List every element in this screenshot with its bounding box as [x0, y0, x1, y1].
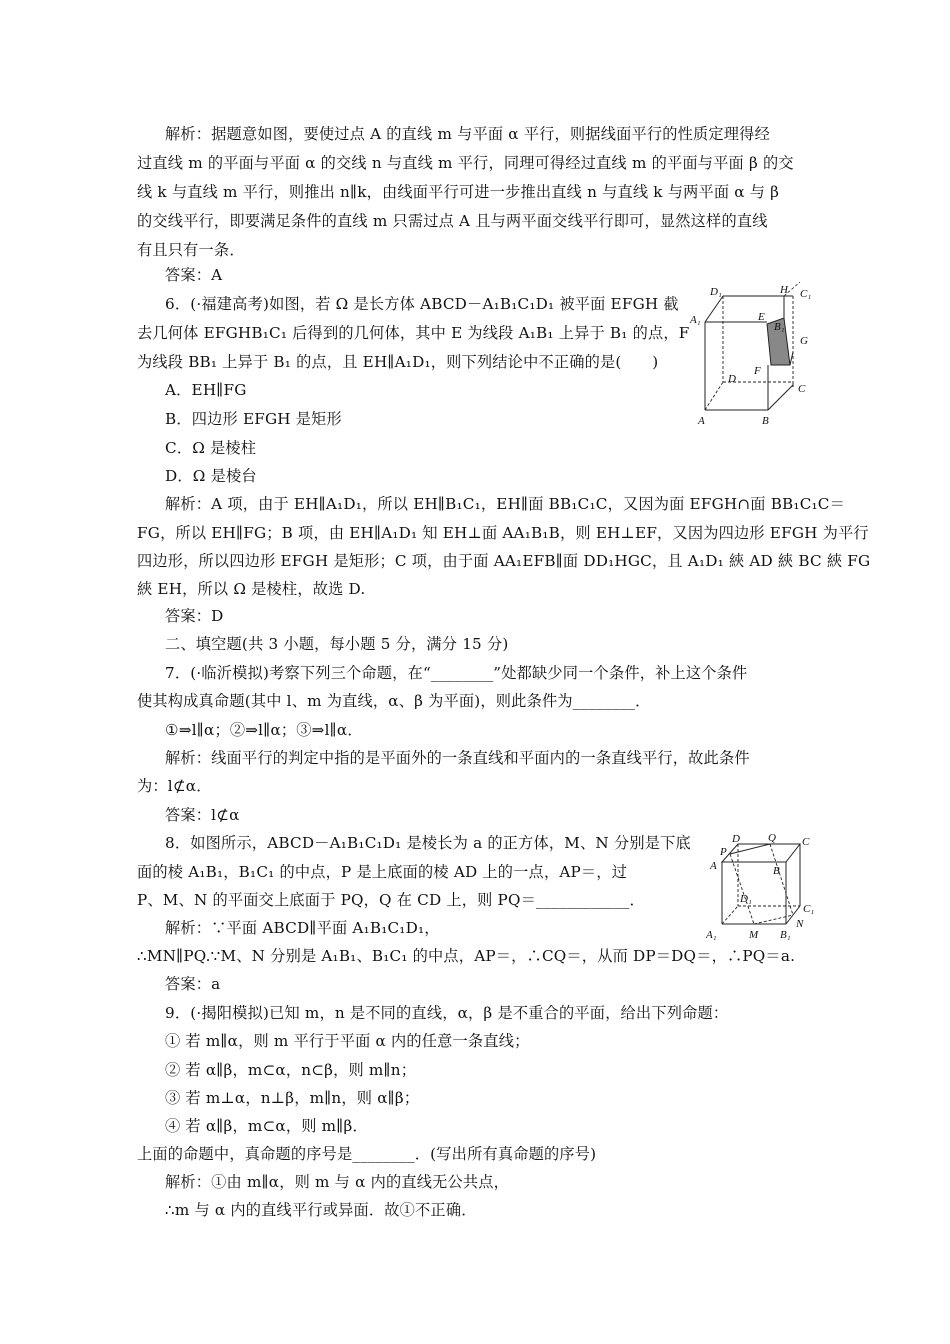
- option-a: A．EH∥FG: [165, 381, 247, 399]
- text-line: 去几何体 EFGHB₁C₁ 后得到的几何体，其中 E 为线段 A₁B₁ 上异于 B₁ 的点，F: [137, 324, 690, 342]
- section-heading: 二、填空题(共 3 小题，每小题 5 分，满分 15 分): [165, 635, 509, 653]
- vertex-label: D: [728, 373, 736, 385]
- text-line: 綊 EH，所以 Ω 是棱柱，故选 D.: [137, 580, 366, 598]
- vertex-label: C₁: [803, 903, 815, 915]
- text-line: ∴m 与 α 内的直线平行或异面．故①不正确．: [165, 1201, 477, 1219]
- text-line: ①⇒l∥α；②⇒l∥α；③⇒l∥α．: [165, 721, 363, 739]
- vertex-label: A: [710, 860, 717, 872]
- vertex-label: P: [720, 846, 727, 858]
- text-line: ① 若 m∥α，则 m 平行于平面 α 内的任意一条直线；: [165, 1032, 530, 1050]
- text-line: 解析：①由 m∥α，则 m 与 α 内的直线无公共点，: [165, 1173, 510, 1191]
- text-line: ④ 若 α∥β，m⊂α，则 m∥β．: [165, 1117, 368, 1135]
- vertex-label: Q: [768, 832, 776, 844]
- text-line: 的交线平行，即要满足条件的直线 m 只需过点 A 且与两平面交线平行即可，显然这样的直线: [137, 212, 768, 230]
- text-line: ∴MN∥PQ.∵M、N 分别是 A₁B₁、B₁C₁ 的中点，AP＝，∴CQ＝，从而 DP＝DQ＝，∴PQ＝a.: [137, 947, 796, 965]
- question-6: 6．(·福建高考)如图，若 Ω 是长方体 ABCD－A₁B₁C₁D₁ 被平面 EFGH 截: [165, 295, 679, 313]
- answer-line: 答案：a: [165, 975, 221, 993]
- vertex-label: N: [796, 918, 804, 930]
- text-line: 为线段 BB₁ 上异于 B₁ 的点，且 EH∥A₁D₁，则下列结论中不正确的是( ): [137, 353, 659, 371]
- vertex-label: B: [762, 415, 769, 427]
- option-c: C．Ω 是棱柱: [165, 439, 257, 457]
- vertex-label: F: [754, 365, 761, 377]
- vertex-label: A: [698, 415, 705, 427]
- text-line: 使其构成真命题(其中 l、m 为直线，α、β 为平面)，则此条件为________．: [137, 692, 651, 710]
- option-d: D．Ω 是棱台: [165, 467, 257, 485]
- question-7: 7．(·临沂模拟)考察下列三个命题，在“________”处都缺少同一个条件，补上这个条件: [165, 664, 748, 682]
- answer-line: 答案：l⊄α: [165, 806, 240, 824]
- vertex-label: A₁: [706, 929, 717, 941]
- vertex-label: M: [749, 929, 759, 941]
- text-line: 线 k 与直线 m 平行，则推出 n∥k，由线面平行可进一步推出直线 n 与直线 k 与两平面 α 与 β: [137, 183, 780, 201]
- answer-line: 答案：A: [165, 266, 223, 284]
- vertex-label: B₁: [780, 929, 791, 941]
- text-line: ③ 若 m⊥α，n⊥β，m∥n，则 α∥β；: [165, 1089, 420, 1107]
- vertex-label: H: [780, 284, 788, 296]
- vertex-label: A₁: [690, 314, 701, 326]
- question-9: 9．(·揭阳模拟)已知 m，n 是不同的直线，α，β 是不重合的平面，给出下列命题：: [165, 1004, 729, 1022]
- text-line: 上面的命题中，真命题的序号是________．(写出所有真命题的序号): [137, 1145, 597, 1163]
- question-8: 8．如图所示，ABCD－A₁B₁C₁D₁ 是棱长为 a 的正方体，M、N 分别是下底: [165, 834, 691, 852]
- text-line: 为：l⊄α．: [137, 777, 212, 795]
- text-line: P、M、N 的平面交上底面于 PQ，Q 在 CD 上，则 PQ＝____________．: [137, 891, 645, 909]
- vertex-label: D₁: [710, 286, 722, 298]
- cube-figure: [702, 832, 830, 944]
- vertex-label: D₁: [740, 893, 752, 905]
- vertex-label: B: [773, 865, 780, 877]
- answer-line: 答案：D: [165, 607, 224, 625]
- cuboid-figure: [688, 282, 823, 427]
- option-b: B．四边形 EFGH 是矩形: [165, 410, 342, 428]
- text-line: 有且只有一条．: [137, 241, 245, 259]
- text-line: 解析：∵平面 ABCD∥平面 A₁B₁C₁D₁，: [165, 919, 440, 937]
- text-line: 过直线 m 的平面与平面 α 的交线 n 与直线 m 平行，同理可得经过直线 m 的平面与平面 β 的交: [137, 154, 794, 172]
- vertex-label: G: [800, 335, 808, 347]
- vertex-label: C: [798, 383, 806, 395]
- text-line: 四边形，所以四边形 EFGH 是矩形；C 项，由于面 AA₁EFB∥面 DD₁HGC，且 A₁D₁ 綊 AD 綊 BC 綊 FG: [137, 552, 871, 570]
- vertex-label: C: [802, 836, 810, 848]
- text-line: 解析：线面平行的判定中指的是平面外的一条直线和平面内的一条直线平行，故此条件: [165, 749, 750, 767]
- text-line: 解析：据题意如图，要使过点 A 的直线 m 与平面 α 平行，则据线面平行的性质定理得经: [165, 125, 770, 143]
- vertex-label: B₁: [774, 321, 785, 333]
- vertex-label: E: [758, 311, 765, 323]
- vertex-label: C₁: [800, 288, 812, 300]
- text-line: ② 若 α∥β，m⊂α，n⊂β，则 m∥n；: [165, 1061, 417, 1079]
- vertex-label: D: [732, 833, 740, 845]
- text-line: FG，所以 EH∥FG；B 项，由 EH∥A₁D₁ 知 EH⊥面 AA₁B₁B，则 EH⊥EF，又因为四边形 EFGH 为平行: [137, 524, 869, 542]
- text-line: 面的棱 A₁B₁，B₁C₁ 的中点，P 是上底面的棱 AD 上的一点，AP＝，过: [137, 863, 628, 881]
- text-line: 解析：A 项，由于 EH∥A₁D₁，所以 EH∥B₁C₁，EH∥面 BB₁C₁C，又因为面 EFGH∩面 BB₁C₁C＝: [165, 495, 846, 513]
